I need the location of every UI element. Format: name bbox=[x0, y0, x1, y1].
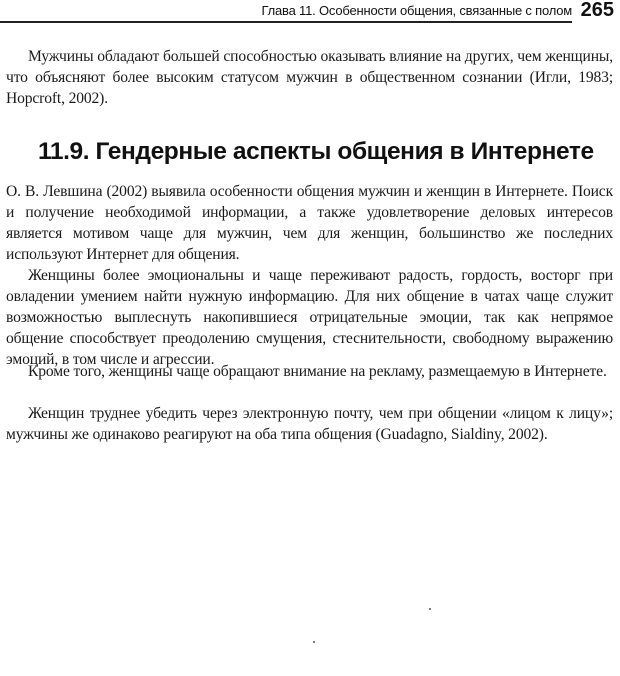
scan-speck bbox=[313, 641, 315, 643]
scan-speck bbox=[429, 608, 431, 610]
page-number: 265 bbox=[580, 0, 614, 21]
paragraph-emotions: Женщины более эмоциональны и чаще переживают радость, гордость, восторг при овладении умением найти нужную информацию. Для них общение в чатах чаще служит возможностью выплеснуть накопившиеся отрицательные эмоции, так как непрямое общение способствует преодолению смущения, стеснительности, свободному выражению эмоций, в том числе и агрессии. bbox=[6, 267, 613, 368]
paragraph-advertising: Кроме того, женщины чаще обращают внимание на рекламу, размещаемую в Интернете. bbox=[28, 363, 607, 380]
section-heading: 11.9. Гендерные аспекты общения в Интернете bbox=[38, 138, 594, 165]
paragraph-email: Женщин труднее убедить через электронную почту, чем при общении «лицом к лицу»; мужчины же одинаково реагируют на оба типа общения (Guadagno, Sialdiny, 2002). bbox=[6, 405, 613, 443]
running-title: Глава 11. Особенности общения, связанные с полом bbox=[261, 3, 572, 18]
running-head bbox=[0, 0, 620, 24]
header-rule bbox=[0, 21, 572, 23]
paragraph-levshina: О. В. Левшина (2002) выявила особенности общения мужчин и женщин в Интернете. Поиск и получение необходимой информации, а также удовлетворение деловых интересов является мотивом чаще для мужчин, чем для женщин, большинство же последних используют Интернет для общения. bbox=[6, 183, 613, 263]
paragraph-influence: Мужчины обладают большей способностью оказывать влияние на других, чем женщины, что объясняют более высоким статусом мужчин в общественном сознании (Игли, 1983; Hopcroft, 2002). bbox=[6, 48, 613, 107]
